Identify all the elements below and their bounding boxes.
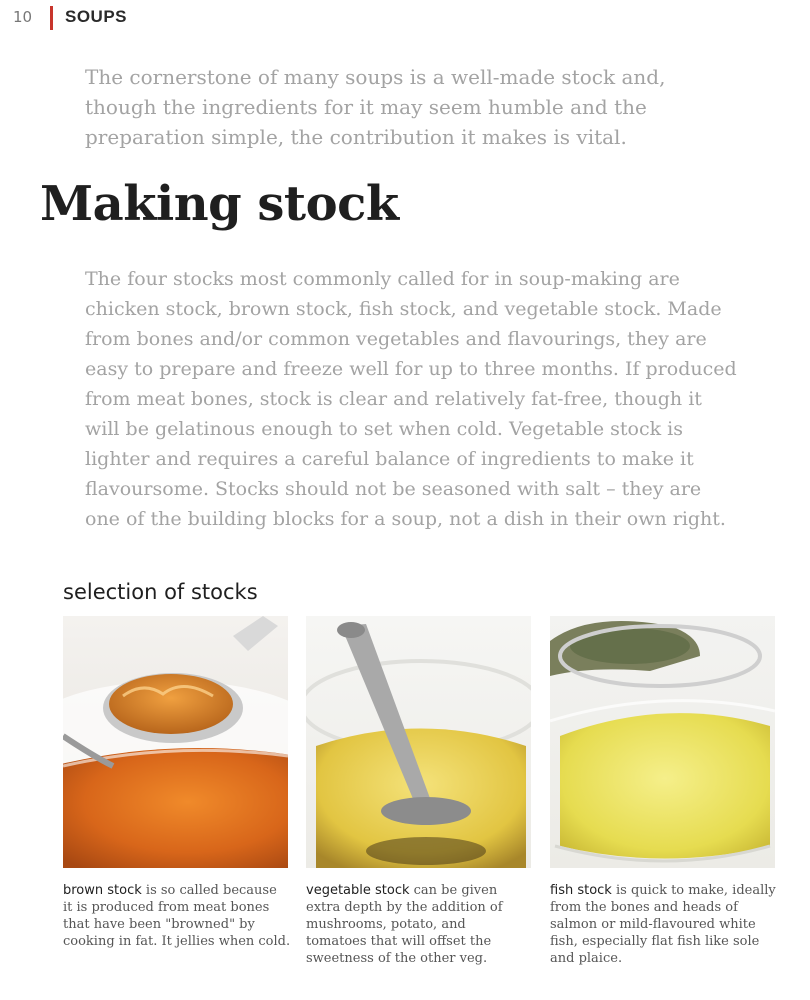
caption-text: is quick to make, ideally [611, 883, 776, 898]
body-line: one of the building blocks for a soup, not a dish in their own right. [85, 508, 726, 530]
intro-line: though the ingredients for it may seem humble and the [85, 95, 647, 119]
header-accent-bar [50, 6, 53, 30]
intro-line: The cornerstone of many soups is a well-made stock and, [85, 65, 666, 89]
body-line: easy to prepare and freeze well for up to three months. If produced [85, 358, 737, 380]
page-title: Making stock [40, 176, 399, 232]
body-line: will be gelatinous enough to set when cold. Vegetable stock is [85, 418, 683, 440]
body-line: from bones and/or common vegetables and flavourings, they are [85, 328, 707, 350]
vegetable-stock-illustration [306, 616, 531, 868]
caption-line: tomatoes that will offset the [306, 934, 492, 949]
caption-lead: brown stock [63, 883, 142, 898]
intro-line: preparation simple, the contribution it makes is vital. [85, 125, 627, 149]
caption-first-line [550, 882, 790, 899]
fish-stock-photo [550, 616, 775, 868]
caption-line: extra depth by the addition of [306, 900, 503, 915]
body-paragraph [85, 264, 800, 534]
caption-line: mushrooms, potato, and [306, 917, 466, 932]
body-line: from meat bones, stock is clear and relatively fat-free, though it [85, 388, 702, 410]
caption-line: it is produced from meat bones [63, 900, 270, 915]
page-number: 10 [13, 8, 33, 26]
vegetable-stock-caption [306, 882, 536, 967]
fish-stock-illustration [550, 616, 775, 868]
caption-line: sweetness of the other veg. [306, 951, 488, 966]
caption-line: fish, especially flat fish like sole [550, 934, 760, 949]
caption-text: can be given [409, 883, 498, 898]
brown-stock-caption [63, 882, 303, 950]
vegetable-stock-photo [306, 616, 531, 868]
caption-line: salmon or mild-flavoured white [550, 917, 756, 932]
caption-line: and plaice. [550, 951, 623, 966]
caption-first-line [63, 882, 303, 899]
selection-heading: selection of stocks [63, 580, 258, 604]
intro-paragraph [85, 62, 745, 152]
body-line: The four stocks most commonly called for in soup-making are [85, 268, 680, 290]
section-label: SOUPS [65, 7, 128, 26]
caption-line: from the bones and heads of [550, 900, 738, 915]
fish-stock-caption [550, 882, 790, 967]
page-header [0, 0, 810, 40]
brown-stock-photo [63, 616, 288, 868]
caption-text: is so called because [141, 883, 277, 898]
brown-stock-illustration [63, 616, 288, 868]
caption-line: cooking in fat. It jellies when cold. [63, 934, 291, 949]
caption-first-line [306, 882, 536, 899]
caption-lead: vegetable stock [306, 883, 410, 898]
body-line: flavoursome. Stocks should not be seasoned with salt – they are [85, 478, 702, 500]
body-line: lighter and requires a careful balance of ingredients to make it [85, 448, 694, 470]
caption-lead: fish stock [550, 883, 612, 898]
body-line: chicken stock, brown stock, fish stock, and vegetable stock. Made [85, 298, 722, 320]
caption-line: that have been "browned" by [63, 917, 255, 932]
